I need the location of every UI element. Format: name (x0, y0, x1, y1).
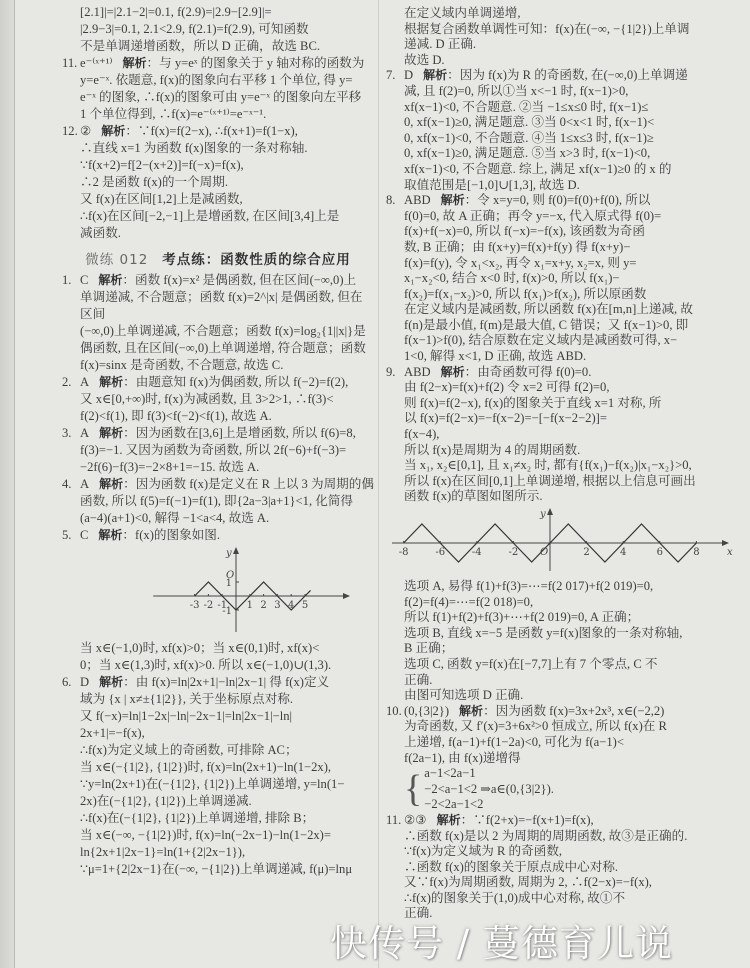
x-tick-label: -2 (203, 600, 214, 611)
x-tick-label: -4 (471, 547, 482, 558)
item-number: 1. (62, 273, 72, 287)
line-text: ：与 y=eˣ 的图象关于 y 轴对称的函数为 (146, 56, 365, 70)
line-text: 根据复合函数单调性可知：f(x)在(−∞, −{1|2})上单调 (404, 21, 690, 36)
analysis-label: 解析 (440, 364, 465, 379)
y-axis-arrow (547, 508, 553, 515)
text-line (386, 302, 744, 318)
text-line (386, 178, 744, 194)
brace-icon: { (404, 768, 423, 811)
line-text: ：因为 f(x)为 R 的奇函数, 在(−∞,0)上单调递 (447, 68, 688, 83)
line-text: 正确. (404, 672, 433, 687)
line-text: 由图可知选项 D 正确. (404, 688, 524, 703)
text-line (386, 100, 744, 116)
watermark: 快传号 / 蔓德育儿说 (330, 922, 673, 965)
line-text: f(2a−1), 由 f(x)递增得 (404, 750, 521, 765)
origin-label: O (540, 547, 549, 558)
text-line (386, 162, 744, 178)
answer-item (62, 272, 374, 289)
system-row-text: a−1<2a−1 (424, 766, 476, 781)
line-text: f(x−1)>f(0), 结合原数在定义域内是减函数可得, x− (404, 333, 678, 348)
answer-item (386, 704, 744, 720)
line-text: 选项 B, 直线 x=−5 是函数 y=f(x)图象的一条对称轴, (404, 625, 683, 640)
item-answer: D (404, 68, 414, 83)
graph-figure (62, 544, 374, 640)
text-line (62, 640, 374, 657)
line-text: xf(x−1)<0, 不合题意. ②当 −1≤x≤0 时, f(x−1)≤ (404, 99, 649, 114)
analysis-label: 解析 (101, 124, 126, 138)
line-text: 在定义域内是减函数, 所以函数 f(x)在[m,n]上递减, 故 (404, 302, 693, 317)
item-answer: ②③ (404, 812, 427, 827)
text-line (386, 891, 744, 907)
item-number: 6. (62, 675, 72, 689)
x-axis-arrow (722, 540, 729, 546)
line-text: ∵μ=1+{2|2x−1}在(−∞, −{1|2})上单调递减, f(μ)=lnμ (80, 862, 353, 876)
answer-item (386, 193, 744, 209)
item-answer: ABD (404, 193, 431, 208)
line-text: 1<0, 解得 x<1, D 正确, 故选 ABD. (404, 349, 587, 364)
text-line (62, 21, 374, 38)
line-text: 正确. (404, 906, 433, 921)
text-line (62, 157, 374, 174)
line-text: f(x)+f(−x)=0, 所以 f(−x)=−f(x), 该函数为奇函 (404, 224, 645, 239)
text-line (62, 442, 374, 459)
line-text: 当 x₁, x₂∈[0,1], 且 x₁≠x₂ 时, 都有{f(x₁)−f(x₂)|x₁−x₂}>0, (404, 458, 692, 473)
line-text: 0；当 x∈(1,3)时, xf(x)>0. 所以 x∈(−1,0)∪(1,3). (80, 658, 332, 672)
item-answer: A (80, 375, 90, 389)
text-line (62, 225, 374, 242)
item-number: 12. (62, 124, 78, 138)
text-line (386, 579, 744, 595)
x-tick-label: -8 (398, 547, 409, 558)
section-code: 微练 012 (85, 252, 149, 268)
left-column (62, 4, 374, 878)
item-answer: C (80, 273, 89, 287)
text-line (386, 380, 744, 396)
text-line (386, 131, 744, 147)
line-text: B 正确； (404, 641, 454, 656)
text-line (62, 289, 374, 323)
text-line (386, 657, 744, 673)
text-line (62, 4, 374, 21)
line-text: y=e⁻ˣ. 依题意, f(x)的图象向右平移 1 个单位, 得 y= (80, 73, 353, 87)
inequality-system (386, 766, 744, 813)
text-line (386, 240, 744, 256)
line-text: 所以 f(x)是周期为 4 的周期函数. (404, 442, 581, 457)
text-line (386, 271, 744, 287)
line-text: 0, xf(x−1)≥0, 满足题意. ③当 0<x<1 时, f(x−1)< (404, 115, 655, 130)
answer-item (62, 527, 374, 544)
line-text: 取值范围是[−1,0]∪[1,3], 故选 D. (404, 177, 580, 192)
text-line (386, 256, 744, 272)
x-tick-label: -3 (189, 600, 200, 611)
text-line (62, 725, 374, 742)
y-axis-label: y (226, 548, 232, 559)
line-text: 为奇函数, 又 f′(x)=3+6x²>0 恒成立, 所以 f(x)在 R (404, 719, 667, 734)
analysis-label: 解析 (440, 193, 465, 208)
text-line (62, 844, 374, 861)
line-text: ：因为函数 f(x)是定义在 R 上以 3 为周期的偶 (123, 477, 374, 491)
line-text: ∴2 是函数 f(x)的一个周期. (80, 175, 228, 189)
text-line (386, 287, 744, 303)
text-line (386, 844, 744, 860)
text-line (62, 106, 374, 123)
text-line (386, 673, 744, 689)
line-text: 2x+1|=−f(x), (80, 726, 145, 740)
text-line (62, 340, 374, 357)
analysis-label: 解析 (99, 375, 124, 389)
text-line (62, 408, 374, 425)
line-text: 当 x∈(−1,0)时, xf(x)>0；当 x∈(0,1)时, xf(x)< (80, 641, 320, 655)
line-text: 在定义域内单调递增, (404, 6, 521, 20)
line-text: 上递增, f(a−1)+f(1−2a)<0, 可化为 f(a−1)< (404, 734, 624, 749)
item-number: 4. (62, 477, 72, 491)
text-line (386, 396, 744, 412)
text-line (62, 861, 374, 878)
analysis-label: 解析 (122, 56, 147, 70)
book-spine (0, 0, 15, 968)
item-answer: D (80, 675, 90, 689)
line-text: 由 f(2−x)=f(x)+f(2) 令 x=2 可得 f(2)=0, (404, 380, 610, 395)
text-line (386, 688, 744, 704)
y-tick-label: 1 (225, 578, 232, 589)
text-line (386, 411, 744, 427)
line-text: 以 f(x)=f(2−x)=−f(x−2)=−[−f(x−2−2)]= (404, 411, 607, 426)
answer-item (386, 365, 744, 381)
text-line (386, 146, 744, 162)
text-line (62, 174, 374, 191)
text-line (62, 391, 374, 408)
line-text: 选项 A, 易得 f(1)+f(3)=⋯=f(2 017)+f(2 019)=0, (404, 579, 654, 593)
system-row-text: −2<a−1<2 ⇒a∈(0,{3|2}). (424, 781, 554, 796)
system-row (424, 782, 554, 798)
text-line (386, 474, 744, 490)
analysis-label: 解析 (99, 426, 124, 440)
item-answer: e⁻⁽ˣ⁺¹⁾ (80, 56, 113, 70)
line-text: |2.9−3|=0.1, 2.1<2.9, f(2.1)=f(2.9), 可知函数 (80, 22, 309, 36)
line-text: f(3)=−1. 又因为函数为奇函数, 所以 2f(−6)+f(−3)= (80, 443, 347, 457)
text-line (386, 209, 744, 225)
line-text: ∵f(x)为定义域为 R 的奇函数, (404, 844, 563, 859)
y-axis-label: y (540, 509, 546, 520)
text-line (386, 595, 744, 611)
y-tick-label: -1 (222, 606, 232, 617)
analysis-label: 解析 (99, 477, 124, 491)
answer-item (62, 476, 374, 493)
origin-label: O (226, 570, 235, 581)
right-column (386, 6, 744, 922)
text-line (386, 906, 744, 922)
answer-item (62, 123, 374, 140)
text-line (386, 224, 744, 240)
line-text: 又∵f(x)为周期函数, 周期为 2, ∴f(2−x)=−f(x), (404, 875, 652, 890)
text-line (62, 691, 374, 708)
text-line (386, 53, 744, 69)
line-text: [2.1]|=|2.1−2|=0.1, f(2.9)=|2.9−[2.9]|= (80, 5, 272, 19)
line-text: ：∵f(x)=f(2−x), ∴f(x+1)=f(1−x), (125, 124, 298, 138)
analysis-label: 解析 (99, 675, 124, 689)
item-number: 11. (386, 812, 402, 827)
line-text: ∴f(x)在(−{1|2}, {1|2})上单调递增, 排除 B； (80, 811, 315, 825)
line-text: ：∵f(2+x)=−f(x+1)=f(x), (460, 812, 594, 827)
line-text: ：因为函数 f(x)=3x+2x³, x∈(−2,2) (483, 703, 665, 718)
text-line (386, 719, 744, 735)
line-text: xf(x−1)<0, 不合题意. 综上, 满足 xf(x−1)≥0 的 x 的 (404, 161, 672, 176)
text-line (62, 323, 374, 340)
text-line (386, 318, 744, 334)
text-line (386, 829, 744, 845)
item-number: 7. (386, 68, 396, 83)
graph-figure (386, 505, 744, 579)
line-text: f(x−4), (404, 427, 440, 442)
answer-item (62, 425, 374, 442)
text-line (62, 38, 374, 55)
line-text: f(2)<f(1), 即 f(3)<f(−2)<f(1), 故选 A. (80, 409, 272, 423)
line-text: ∵y=ln(2x+1)在(−{1|2}, {1|2})上单调递增, y=ln(1− (80, 777, 345, 791)
line-text: 函数, 所以 f(5)=f(−1)=f(1), 即{2a−3|a+1}<1, 化简得 (80, 494, 354, 508)
text-line (62, 742, 374, 759)
line-text: (a−4)(a+1)<0, 解得 −1<a<4, 故选 A. (80, 511, 270, 525)
item-number: 5. (62, 528, 72, 542)
text-line (62, 776, 374, 793)
line-text: 当 x∈(−∞, −{1|2})时, f(x)=ln(−2x−1)−ln(1−2x)= (80, 828, 331, 842)
text-line (62, 459, 374, 476)
line-text: ：令 x=y=0, 则 f(0)=f(0)+f(0), 所以 (464, 193, 651, 208)
x-tick-label: 6 (656, 547, 663, 558)
text-line (386, 349, 744, 365)
text-line (386, 875, 744, 891)
line-text: 所以 f(x)在区间[0,1]上单调递增, 根据以上信息可画出 (404, 473, 696, 488)
line-text: 当 x∈(−{1|2}, {1|2})时, f(x)=ln(2x+1)−ln(1−2x), (80, 760, 332, 774)
answer-item (62, 55, 374, 72)
line-text: 递减. D 正确. (404, 37, 477, 52)
line-text: f(x₂)=f(x₁−x₂)>0, 所以 f(x₁)>f(x₂), 所以原函数 (404, 286, 647, 301)
line-text: e⁻ˣ 的图象, ∴f(x)的图象可由 y=e⁻ˣ 的图象向左平移 (80, 90, 362, 104)
line-text: 又 f(x)在区间[1,2]上是减函数, (80, 192, 243, 206)
item-answer: C (80, 528, 89, 542)
text-line (62, 493, 374, 510)
answer-item (62, 374, 374, 391)
analysis-label: 解析 (423, 68, 448, 83)
text-line (386, 443, 744, 459)
x-tick-label: -2 (508, 547, 519, 558)
text-line (62, 191, 374, 208)
x-tick-label: -6 (435, 547, 446, 558)
text-line (386, 84, 744, 100)
column-divider (378, 0, 379, 968)
line-text: ：因为函数在[3,6]上是增函数, 所以 f(6)=8, (123, 426, 356, 440)
item-number: 8. (386, 193, 396, 208)
line-text: x₁−x₂<0, 结合 x<0 时, f(x)>0, 所以 f(x₁)− (404, 271, 620, 286)
text-line (62, 810, 374, 827)
x-axis-arrow (343, 593, 350, 599)
text-line (386, 458, 744, 474)
text-line (62, 72, 374, 89)
text-line (386, 610, 744, 626)
item-answer: A (80, 477, 90, 491)
item-answer: ② (80, 124, 92, 138)
line-text: 单调递减, 不合题意；函数 f(x)=2^|x| 是偶函数, 但在区间 (80, 290, 363, 321)
analysis-label: 解析 (98, 273, 123, 287)
text-line (386, 333, 744, 349)
line-text: 数, B 正确；由 f(x+y)=f(x)+f(y) 得 f(x+y)− (404, 239, 631, 254)
line-text: 又 x∈[0,+∞)时, f(x)为减函数, 且 3>2>1, ∴f(3)< (80, 392, 334, 406)
text-line (386, 751, 744, 767)
system-row (424, 797, 554, 813)
x-tick-label: 2 (583, 547, 590, 558)
x-tick-label: 4 (620, 547, 627, 558)
item-answer: A (80, 426, 90, 440)
line-text: 又 f(−x)=ln|1−2x|−ln|−2x−1|=ln|2x−1|−ln| (80, 709, 293, 723)
x-tick-label: 4 (288, 600, 295, 611)
analysis-label: 解析 (459, 703, 484, 718)
answer-item (386, 68, 744, 84)
line-text: ∴f(x)的图象关于(1,0)成中心对称, 故①不 (404, 890, 626, 905)
line-text: ：由题意知 f(x)为偶函数, 所以 f(−2)=f(2), (123, 375, 349, 389)
text-line (386, 115, 744, 131)
text-line (62, 510, 374, 527)
line-text: 偶函数, 且在区间(−∞,0)上单调递增, 符合题意；函数 (80, 341, 366, 355)
x-tick-label: -1 (217, 600, 228, 611)
line-text: ：由 f(x)=ln|2x+1|−ln|2x−1| 得 f(x)定义 (123, 675, 330, 689)
x-tick-label: 2 (260, 600, 267, 611)
text-line (386, 427, 744, 443)
text-line (62, 140, 374, 157)
analysis-label: 解析 (98, 528, 123, 542)
system-row (424, 766, 554, 782)
text-line (386, 489, 744, 505)
line-text: f(x)=sinx 是奇函数, 不合题意, 故选 C. (80, 358, 284, 372)
answer-item (62, 674, 374, 691)
text-line (386, 37, 744, 53)
item-answer: ABD (404, 364, 431, 379)
line-text: 不是单调递增函数，所以 D 正确，故选 BC. (80, 39, 320, 53)
text-line (62, 357, 374, 374)
section-title: 考点练：函数性质的综合应用 (162, 252, 351, 268)
x-tick-label: 5 (301, 600, 309, 611)
text-line (62, 759, 374, 776)
text-line (62, 208, 374, 225)
line-text: 0, xf(x−1)≥0, 满足题意. ⑤当 x>3 时, f(x−1)<0, (404, 146, 651, 161)
item-answer: (0,{3|2}) (404, 703, 450, 718)
text-line (62, 708, 374, 725)
line-text: 1 个单位得到, ∴f(x)=e⁻⁽ˣ⁺¹⁾=e⁻ˣ⁻¹. (80, 107, 267, 121)
line-text: 故选 D. (404, 52, 445, 67)
line-text: 域为 {x | x≠±{1|2}}, 关于坐标原点对称. (80, 692, 294, 706)
y-axis-arrow (233, 547, 239, 554)
item-number: 10. (386, 703, 402, 718)
x-tick-label: 3 (274, 600, 281, 611)
line-text: f(0)=0, 故 A 正确；再令 y=−x, 代入原式得 f(0)= (404, 208, 662, 223)
system-row-text: −2<2a−1<2 (424, 797, 484, 812)
text-line (386, 641, 744, 657)
line-text: ln{2x+1|2x−1}=ln(1+{2|2x−1}), (80, 845, 246, 859)
line-text: ：函数 f(x)=x² 是偶函数, 但在区间(−∞,0)上 (122, 273, 357, 287)
analysis-label: 解析 (436, 812, 461, 827)
line-text: 函数 f(x)的草图如图所示. (404, 489, 543, 504)
text-line (62, 89, 374, 106)
line-text: 减, 且 f(2)=0, 所以①当 x<−1 时, f(x−1)>0, (404, 83, 629, 98)
text-line (62, 657, 374, 674)
text-line (386, 6, 744, 22)
section-heading (62, 242, 374, 272)
line-text: 选项 C, 函数 y=f(x)在[−7,7]上有 7 个零点, C 不 (404, 656, 658, 671)
line-text: 所以 f(1)+f(2)+f(3)+⋯+f(2 019)=0, A 正确； (404, 610, 640, 625)
line-text: 2x)在(−{1|2}, {1|2})上单调递减. (80, 794, 252, 808)
text-line (386, 735, 744, 751)
line-text: f(n)是最小值, f(m)是最大值, C 错误；又 f(x−1)>0, 即 (404, 317, 689, 332)
item-number: 9. (386, 364, 396, 379)
item-number: 11. (62, 56, 78, 70)
line-text: ∵f(x+2)=f[2−(x+2)]=f(−x)=f(x), (80, 158, 244, 172)
line-text: 减函数. (80, 226, 121, 240)
line-text: 0, xf(x−1)<0, 不合题意. ④当 1≤x≤3 时, f(x−1)≥ (404, 130, 654, 145)
x-tick-label: 1 (246, 600, 253, 611)
text-line (386, 22, 744, 38)
line-text: ∴f(x)为定义域上的奇函数, 可排除 AC； (80, 743, 298, 757)
item-number: 3. (62, 426, 72, 440)
function-graph (386, 507, 731, 573)
line-text: 则 f(x)=f(2−x), f(x)的图象关于直线 x=1 对称, 所 (404, 395, 662, 410)
text-line (386, 626, 744, 642)
x-tick-label: 8 (693, 547, 700, 558)
text-line (386, 860, 744, 876)
line-text: ：f(x)的图象如图. (122, 528, 221, 542)
answer-item (386, 813, 744, 829)
line-text: ∴函数 f(x)的图象关于原点成中心对称. (404, 859, 619, 874)
text-line (62, 827, 374, 844)
item-number: 2. (62, 375, 72, 389)
text-line (62, 793, 374, 810)
x-axis-label: x (727, 547, 733, 558)
line-text: f(x)=f(y), 令 x₁<x₂, 再令 x₁=x+y, x₂=x, 则 y= (404, 255, 637, 270)
function-graph (102, 546, 352, 634)
line-text: −2f(6)−f(3)=−2×8+1=−15. 故选 A. (80, 460, 260, 474)
line-text: (−∞,0)上单调递减, 不合题意；函数 f(x)=log₂{1||x|}是 (80, 324, 366, 338)
line-text: ：由奇函数可得 f(0)=0. (464, 364, 592, 379)
line-text: f(2)=f(4)=⋯=f(2 018)=0, (404, 594, 534, 609)
line-text: ∴函数 f(x)是以 2 为周期的周期函数, 故③是正确的. (404, 828, 688, 843)
line-text: ∴f(x)在区间[−2,−1]上是增函数, 在区间[3,4]上是 (80, 209, 340, 223)
line-text: ∴直线 x=1 为函数 f(x)图象的一条对称轴. (80, 141, 308, 155)
